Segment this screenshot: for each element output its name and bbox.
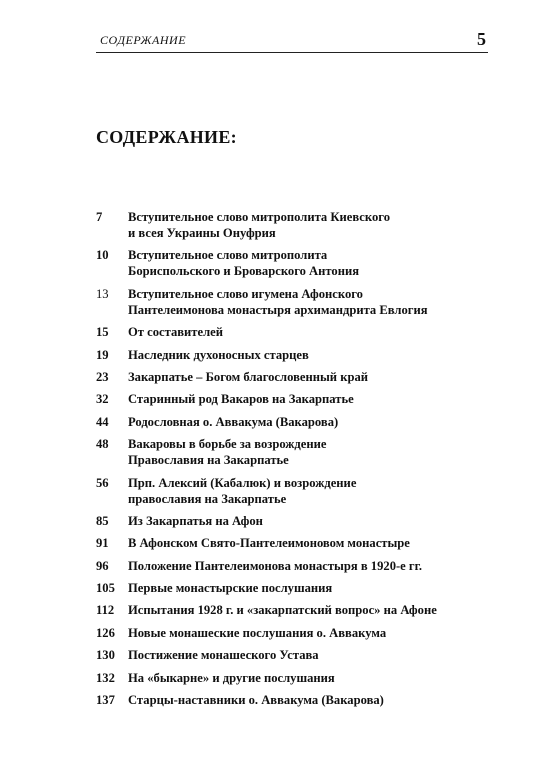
toc-entry: [96, 535, 496, 551]
toc-entry: [96, 436, 496, 468]
toc-entry: [96, 513, 496, 529]
toc-entry: [96, 692, 496, 708]
toc-page-number: 130: [96, 648, 115, 663]
toc-page-number: 85: [96, 513, 109, 528]
toc-page-number: 137: [96, 693, 115, 708]
toc-page-number: 19: [96, 347, 109, 362]
toc-entry-title: Постижение монашеского Устава: [128, 648, 319, 663]
toc-entry-title: Из Закарпатья на Афон: [128, 513, 263, 528]
toc-entry: [96, 286, 496, 318]
toc-entry-title: Прп. Алексий (Кабалюк) и возрождение православия на Закарпатье: [128, 475, 357, 506]
toc-page-number: 105: [96, 581, 115, 596]
toc-entry: [96, 414, 496, 430]
toc-entry-title: Вступительное слово игумена Афонского Пантелеимонова монастыря архимандрита Евлогия: [128, 286, 428, 317]
toc-entry-title: Наследник духоносных старцев: [128, 347, 309, 362]
toc-entry: [96, 602, 496, 618]
toc-page-number: 23: [96, 369, 109, 384]
toc-page-number: 112: [96, 603, 115, 618]
toc-entry-title: Вступительное слово митрополита Киевского и всея Украины Онуфрия: [128, 210, 390, 240]
toc-page-number: 126: [96, 625, 115, 640]
toc-page-number: 44: [96, 414, 109, 429]
toc-entry: [96, 647, 496, 663]
toc-entry-title: Родословная о. Аввакума (Вакарова): [128, 414, 339, 429]
toc-entry: [96, 475, 496, 507]
toc-entry: [96, 580, 496, 596]
toc-page-number: 13: [96, 286, 109, 301]
toc-page-number: 10: [96, 248, 109, 263]
toc-heading: СОДЕРЖАНИЕ:: [96, 127, 237, 147]
running-header: [96, 30, 488, 53]
toc-entry-title: Первые монастырские послушания: [128, 581, 333, 596]
toc-page-number: 15: [96, 325, 109, 340]
toc-entry: [96, 209, 496, 241]
toc-entry: [96, 391, 496, 407]
toc-entry-title: Новые монашеские послушания о. Аввакума: [128, 625, 387, 640]
toc-page-number: 91: [96, 536, 109, 551]
toc-page-number: 132: [96, 670, 115, 685]
toc-entry-title: На «быкарне» и другие послушания: [128, 670, 335, 685]
toc-entry-title: Испытания 1928 г. и «закарпатский вопрос» на Афоне: [128, 603, 437, 618]
toc-entry: [96, 625, 496, 641]
toc-entry: [96, 324, 496, 340]
toc-page-number: 48: [96, 437, 109, 452]
toc-page-number: 7: [96, 210, 103, 224]
toc-entry: [96, 347, 496, 363]
toc-page-number: 96: [96, 558, 109, 573]
toc-entry-title: Вступительное слово митрополита Бориспольского и Броварского Антония: [128, 248, 360, 279]
toc-entry: [96, 247, 496, 279]
running-title: СОДЕРЖАНИЕ: [100, 33, 187, 47]
toc-entry-title: Старцы-наставники о. Аввакума (Вакарова): [128, 693, 384, 708]
toc-entry-title: Закарпатье – Богом благословенный край: [128, 369, 369, 384]
toc-entry-title: Вакаровы в борьбе за возрождение Православия на Закарпатье: [128, 437, 327, 468]
toc-page-number: 56: [96, 475, 109, 490]
toc-page-number: 32: [96, 392, 109, 407]
page-number: 5: [477, 29, 486, 49]
table-of-contents: [96, 209, 496, 714]
toc-entry-title: Положение Пантелеимонова монастыря в 1920-е гг.: [128, 558, 423, 573]
toc-entry: [96, 670, 496, 686]
toc-entry-title: От составителей: [128, 325, 223, 340]
toc-entry: [96, 369, 496, 385]
toc-entry-title: Старинный род Вакаров на Закарпатье: [128, 392, 354, 407]
toc-entry-title: В Афонском Свято-Пантелеимоновом монастыре: [128, 536, 410, 551]
toc-entry: [96, 558, 496, 574]
